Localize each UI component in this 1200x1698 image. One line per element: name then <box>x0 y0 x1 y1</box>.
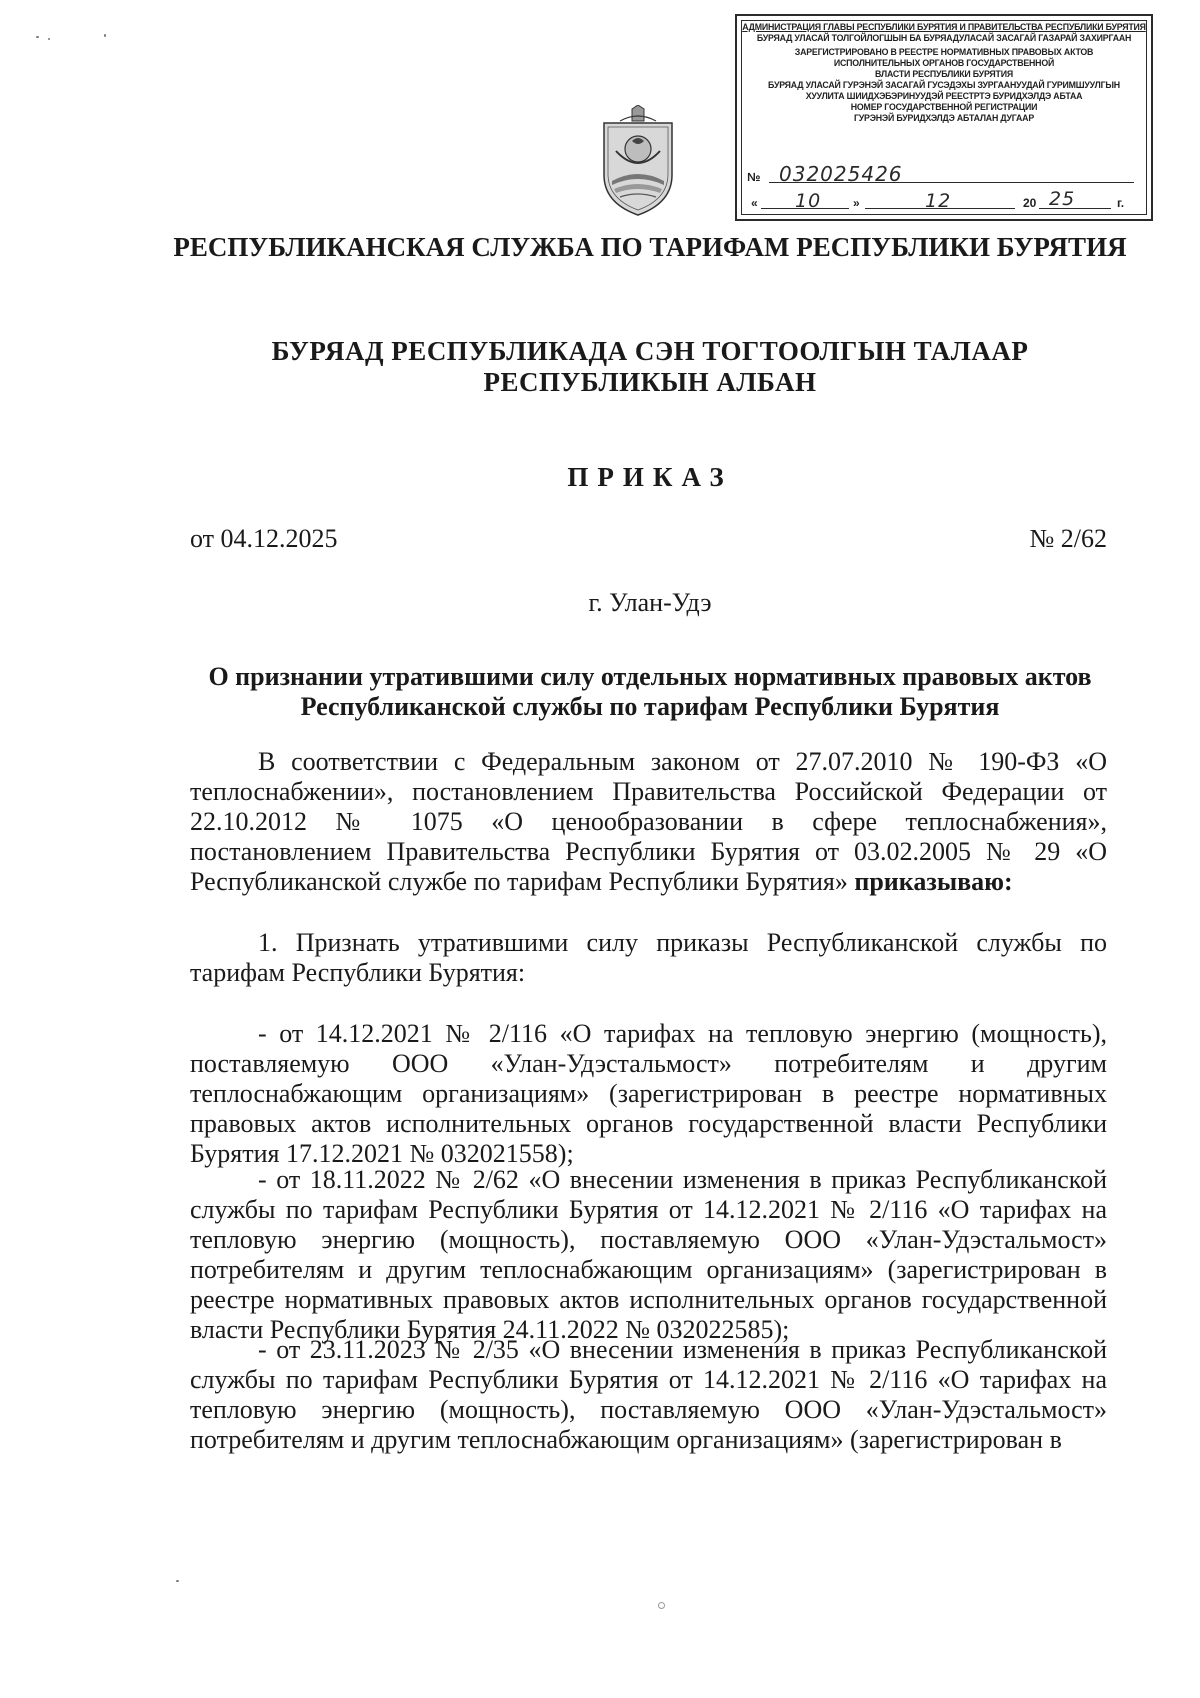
scan-speck <box>48 38 50 40</box>
scan-speck <box>36 36 39 38</box>
agency-title-buryat: БУРЯАД РЕСПУБЛИКАДА СЭН ТОГТООЛГЫН ТАЛААР РЕСПУБЛИКЫН АЛБАН <box>271 336 1029 397</box>
stamp-quote-close: » <box>853 196 860 210</box>
stamp-line: НОМЕР ГОСУДАРСТВЕННОЙ РЕГИСТРАЦИИ <box>850 102 1038 112</box>
order-date: от 04.12.2025 <box>190 524 338 553</box>
coat-of-arms-icon <box>598 105 678 218</box>
stamp-line: ИСПОЛНИТЕЛЬНЫХ ОРГАНОВ ГОСУДАРСТВЕННОЙ <box>833 58 1055 68</box>
stamp-number-label: № <box>747 170 761 184</box>
preamble-paragraph <box>190 747 1107 897</box>
stamp-registration-number: 032025426 <box>779 162 903 186</box>
order-number: № 2/62 <box>1029 524 1107 553</box>
scan-speck <box>176 1580 179 1582</box>
order-directive: приказываю: <box>854 867 1013 896</box>
agency-title-russian: РЕСПУБЛИКАНСКАЯ СЛУЖБА ПО ТАРИФАМ РЕСПУБЛИКИ БУРЯТИЯ <box>173 232 1127 262</box>
document-type-heading: ПРИКАЗ <box>567 462 733 492</box>
stamp-quote-open: « <box>751 196 758 210</box>
stamp-line: ХУУЛИТА ШИИДХЭБЭРИНУУДЭЙ РЕЕСТРТЭ БУРИДХЭЛДЭ АБТАА <box>805 91 1083 101</box>
repealed-act-item: - от 14.12.2021 № 2/116 «О тарифах на тепловую энергию (мощность), поставляемую ООО «Улан-Удэстальмост» потребителям и другим теплоснабжающим организациям» (зарегистрирован в реестре нормативных правовых актов исполнительных органов государственной власти Республики Бурятия 17.12.2021 № 032021558); <box>190 1019 1107 1168</box>
scan-speck <box>104 34 106 37</box>
stamp-line: ЗАРЕГИСТРИРОВАНО В РЕЕСТРЕ НОРМАТИВНЫХ ПРАВОВЫХ АКТОВ <box>794 47 1094 57</box>
stamp-line: БУРЯАД УЛАСАЙ ГУРЭНЭЙ ЗАСАГАЙ ГУСЭДЭХЫ ЗУРГААНУУДАЙ ГУРИМШУУЛГЫН <box>768 80 1120 90</box>
stamp-line: АДМИНИСТРАЦИЯ ГЛАВЫ РЕСПУБЛИКИ БУРЯТИЯ И ПРАВИТЕЛЬСТВА РЕСПУБЛИКИ БУРЯТИЯ <box>742 22 1146 32</box>
stamp-year-suffix: 25 <box>1049 188 1076 210</box>
registration-stamp <box>735 14 1153 221</box>
repealed-act-item: - от 23.11.2023 № 2/35 «О внесении изменения в приказ Республиканской службы по тарифам Республики Бурятия от 14.12.2021 № 2/116 «О тарифах на тепловую энергию (мощность), поставляемую ООО «Улан-Удэстальмост» потребителям и другим теплоснабжающим организациям» (зарегистрирован в <box>190 1335 1107 1454</box>
stamp-date-row <box>747 188 1139 210</box>
order-city: г. Улан-Удэ <box>588 588 712 617</box>
stamp-line: ВЛАСТИ РЕСПУБЛИКИ БУРЯТИЯ <box>875 69 1013 79</box>
stamp-registration-number-row <box>747 162 1139 184</box>
point-1-paragraph: 1. Признать утратившими силу приказы Республиканской службы по тарифам Республики Бурятия: <box>190 928 1107 987</box>
repealed-act-item: - от 18.11.2022 № 2/62 «О внесении изменения в приказ Республиканской службы по тарифам Республики Бурятия от 14.12.2021 № 2/116 «О тарифах на тепловую энергию (мощность), поставляемую ООО «Улан-Удэстальмост» потребителям и другим теплоснабжающим организациям» (зарегистрирован в реестре нормативных правовых актов исполнительных органов государственной власти Республики Бурятия 24.11.2022 № 032022585); <box>190 1165 1107 1344</box>
stamp-day: 10 <box>795 190 822 212</box>
stamp-line: ГУРЭНЭЙ БУРИДХЭЛДЭ АБТАЛАН ДУГААР <box>853 113 1035 123</box>
preamble-text: В соответствии с Федеральным законом от 27.07.2010 № 190-ФЗ «О теплоснабжении», постановлением Правительства Российской Федерации от 22.10.2012 № 1075 «О ценообразовании в сфере теплоснабжения», постановлением Правительства Республики Бурятия от 03.02.2005 № 29 «О Республиканской службе по тарифам Республики Бурятия» <box>190 747 1107 896</box>
stamp-month: 12 <box>925 190 952 212</box>
scan-speck <box>658 1602 665 1609</box>
stamp-year-abbr: г. <box>1117 196 1125 210</box>
stamp-line: БУРЯАД УЛАСАЙ ТОЛГОЙЛОГШЫН БА БУРЯАДУЛАСАЙ ЗАСАГАЙ ГАЗАРАЙ ЗАХИРГААН <box>756 33 1132 43</box>
order-subject: О признании утратившими силу отдельных нормативных правовых актов Республиканской службы по тарифам Республики Бурятия <box>208 662 1092 721</box>
stamp-year-prefix: 20 <box>1023 196 1037 210</box>
